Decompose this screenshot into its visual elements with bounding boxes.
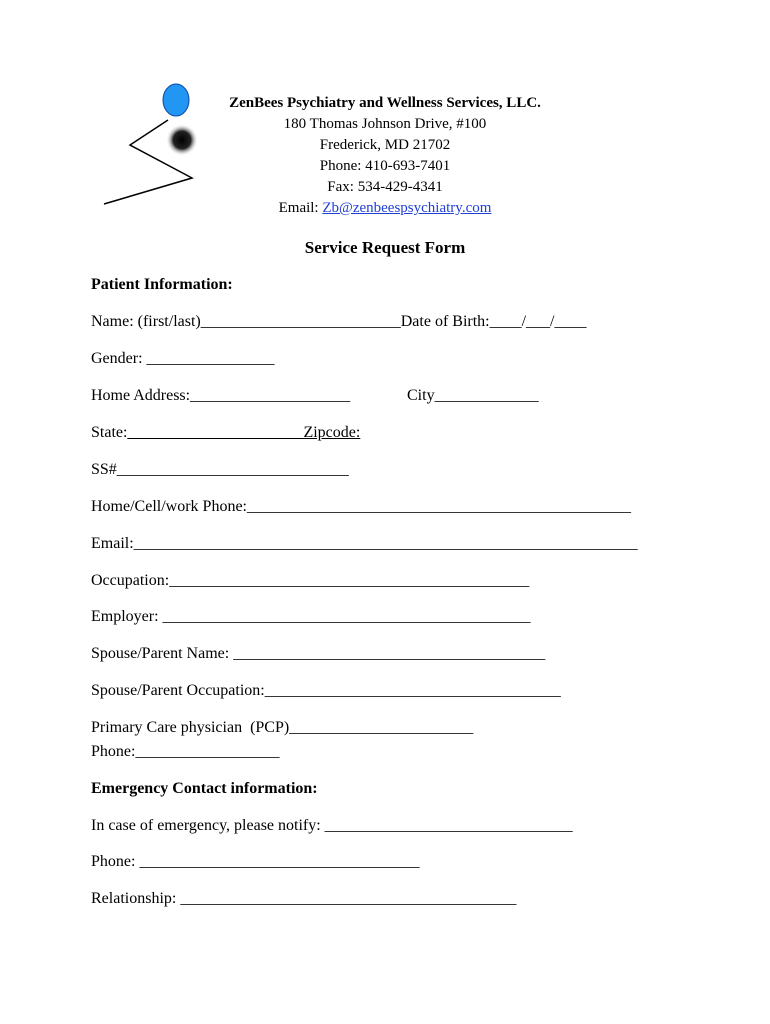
name-dob-field[interactable]: Name: (first/last)_________________________Date of Birth:____/___/____ (91, 313, 587, 330)
state-label: State: (91, 424, 128, 441)
gender-field[interactable]: Gender: ________________ (91, 350, 275, 367)
org-name: ZenBees Psychiatry and Wellness Services, LLC. (229, 95, 541, 111)
city-field[interactable]: City_____________ (407, 387, 539, 404)
org-fax: Fax: 534-429-4341 (327, 179, 443, 195)
state-blank[interactable]: ______________________ (127, 424, 304, 441)
org-email-label: Email: (278, 200, 323, 216)
ss-field[interactable]: SS#_____________________________ (91, 461, 349, 478)
logo-shadow-ball (166, 124, 198, 156)
letterhead (200, 93, 570, 219)
email-field[interactable]: Email:_______________________________________________________________ (91, 535, 638, 552)
emergency-phone-field[interactable]: Phone: ___________________________________ (91, 853, 420, 870)
pcp-phone-field[interactable]: Phone:__________________ (91, 743, 280, 760)
state-zip-field[interactable] (91, 424, 360, 442)
home-address-field[interactable]: Home Address:____________________ (91, 387, 351, 404)
patient-info-heading: Patient Information: (91, 276, 233, 293)
org-city-state-zip: Frederick, MD 21702 (319, 137, 451, 153)
zipcode-label[interactable]: Zipcode: (303, 424, 361, 441)
relationship-field[interactable]: Relationship: __________________________________________ (91, 890, 517, 907)
occupation-field[interactable]: Occupation:_____________________________________________ (91, 572, 530, 589)
spouse-parent-name-field[interactable]: Spouse/Parent Name: _______________________________________ (91, 645, 546, 662)
org-phone: Phone: 410-693-7401 (319, 158, 451, 174)
emergency-contact-heading: Emergency Contact information: (91, 780, 318, 797)
logo-head-circle (163, 84, 189, 116)
org-address: 180 Thomas Johnson Drive, #100 (283, 116, 487, 132)
pcp-field[interactable]: Primary Care physician (PCP)_______________________ (91, 719, 474, 736)
org-email-link[interactable]: Zb@zenbeespsychiatry.com (322, 200, 492, 216)
zenbees-logo (0, 0, 230, 215)
org-email-line (200, 198, 570, 219)
employer-field[interactable]: Employer: ______________________________________________ (91, 608, 531, 625)
phone-field[interactable]: Home/Cell/work Phone:________________________________________________ (91, 498, 631, 515)
spouse-parent-occupation-field[interactable]: Spouse/Parent Occupation:_____________________________________ (91, 682, 561, 699)
form-title: Service Request Form (304, 238, 466, 257)
emergency-notify-field[interactable]: In case of emergency, please notify: _______________________________ (91, 817, 573, 834)
